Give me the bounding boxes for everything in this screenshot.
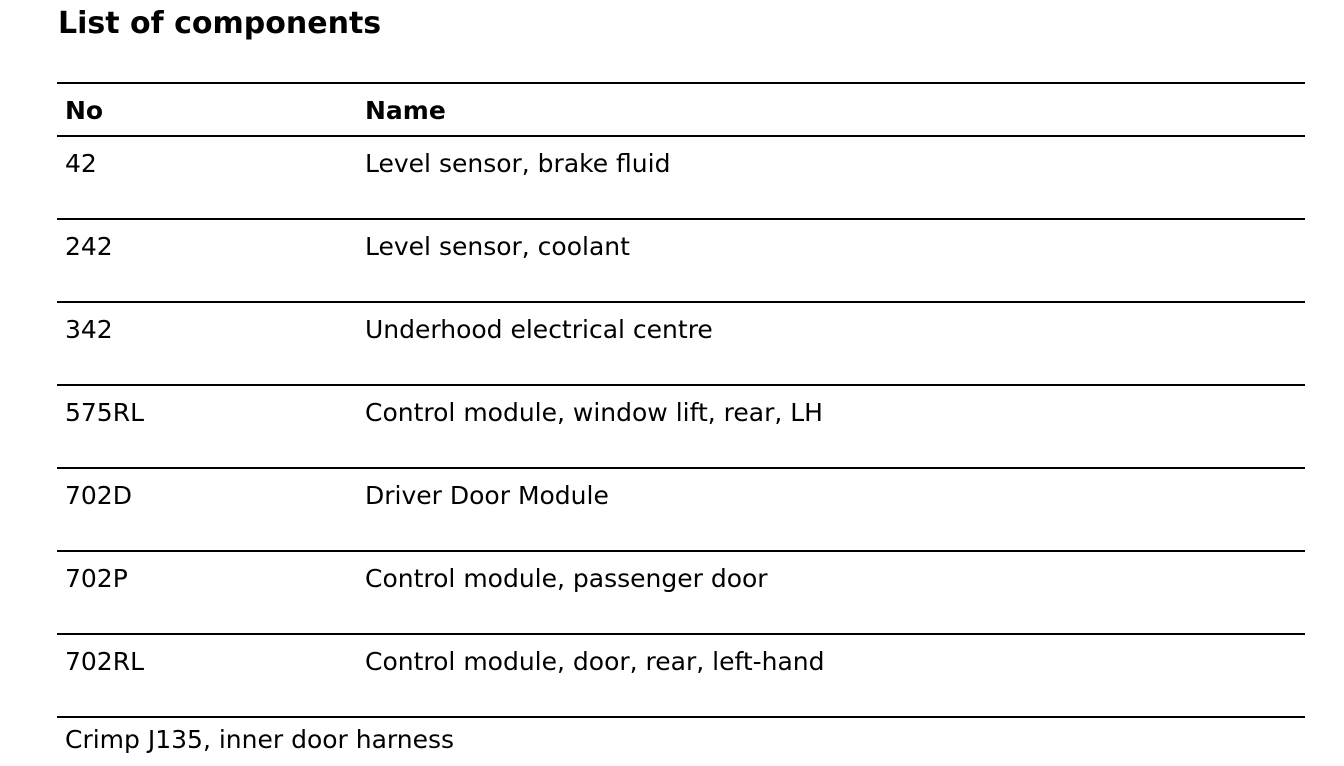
- table-row: [57, 633, 1305, 716]
- column-header-name: Name: [365, 96, 446, 125]
- page-title: List of components: [58, 6, 382, 41]
- component-number: 575RL: [65, 398, 145, 427]
- component-name: Control module, door, rear, left-hand: [365, 647, 825, 676]
- table-footer-row: [57, 716, 1305, 766]
- component-number: 702D: [65, 481, 132, 510]
- table-row: [57, 467, 1305, 550]
- table-row: [57, 550, 1305, 633]
- table-header-row: [57, 82, 1305, 135]
- component-name: Level sensor, brake fluid: [365, 149, 671, 178]
- component-name: Driver Door Module: [365, 481, 609, 510]
- table-row: [57, 301, 1305, 384]
- table-row: [57, 135, 1305, 218]
- column-header-no: No: [65, 96, 104, 125]
- component-number: 42: [65, 149, 97, 178]
- component-name: Underhood electrical centre: [365, 315, 713, 344]
- components-table: [57, 82, 1305, 766]
- component-name: Control module, window lift, rear, LH: [365, 398, 823, 427]
- footer-note: Crimp J135, inner door harness: [65, 725, 455, 754]
- table-row: [57, 218, 1305, 301]
- component-number: 702RL: [65, 647, 145, 676]
- component-number: 242: [65, 232, 113, 261]
- component-number: 342: [65, 315, 113, 344]
- component-name: Level sensor, coolant: [365, 232, 630, 261]
- table-row: [57, 384, 1305, 467]
- component-number: 702P: [65, 564, 128, 593]
- component-name: Control module, passenger door: [365, 564, 768, 593]
